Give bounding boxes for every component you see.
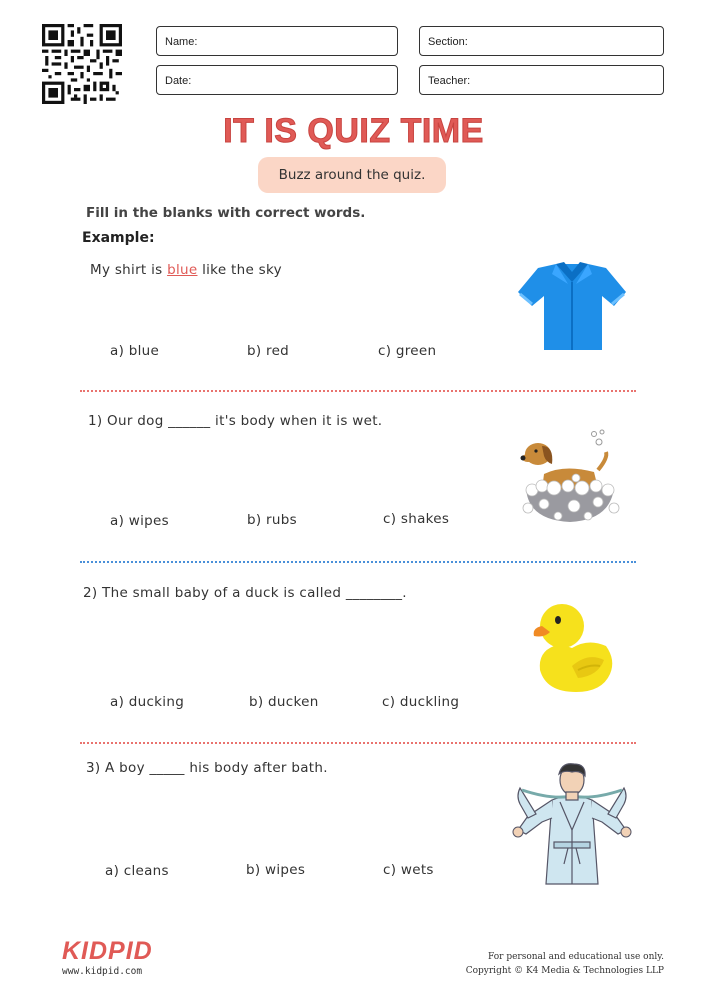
teacher-field[interactable] bbox=[419, 65, 664, 95]
name-label: Name: bbox=[165, 36, 198, 48]
boy-icon bbox=[512, 760, 632, 886]
question-1-option-c[interactable]: c) shakes bbox=[383, 511, 450, 527]
name-field[interactable] bbox=[156, 26, 398, 56]
question-1-option-a[interactable]: a) wipes bbox=[110, 513, 169, 529]
instruction-text: Fill in the blanks with correct words. bbox=[86, 205, 366, 221]
dog-icon bbox=[514, 428, 628, 528]
example-before: My shirt is bbox=[90, 262, 168, 278]
question-1-option-b[interactable]: b) rubs bbox=[247, 512, 297, 528]
subtitle-badge: Buzz around the quiz. bbox=[258, 157, 446, 193]
question-3-option-c[interactable]: c) wets bbox=[383, 862, 434, 878]
divider-red-1 bbox=[80, 390, 636, 392]
question-3-option-b[interactable]: b) wipes bbox=[246, 862, 306, 878]
teacher-label: Teacher: bbox=[428, 75, 471, 87]
qr-code bbox=[42, 24, 122, 104]
example-answer: blue bbox=[167, 262, 198, 278]
question-2-text: 2) The small baby of a duck is called ________. bbox=[83, 585, 407, 601]
website-text: www.kidpid.com bbox=[62, 966, 143, 977]
example-option-a[interactable]: a) blue bbox=[110, 343, 160, 359]
example-option-c[interactable]: c) green bbox=[378, 343, 437, 359]
divider-red-2 bbox=[80, 742, 636, 744]
question-3-text: 3) A boy _____ his body after bath. bbox=[86, 760, 328, 776]
kidpid-logo bbox=[62, 938, 153, 977]
example-after: like the sky bbox=[197, 262, 282, 278]
date-field[interactable] bbox=[156, 65, 398, 95]
divider-blue bbox=[80, 561, 636, 563]
example-sentence bbox=[90, 262, 282, 278]
question-2-option-c[interactable]: c) duckling bbox=[382, 694, 460, 710]
logo-text: KIDPID bbox=[62, 937, 153, 965]
section-field[interactable] bbox=[419, 26, 664, 56]
example-option-b[interactable]: b) red bbox=[247, 343, 290, 359]
date-label: Date: bbox=[165, 75, 192, 87]
usage-text: For personal and educational use only. bbox=[488, 952, 664, 962]
shirt-icon bbox=[516, 262, 628, 352]
copyright-text: Copyright © K4 Media & Technologies LLP bbox=[465, 966, 664, 976]
duck-icon bbox=[532, 600, 616, 696]
page-title: IT IS QUIZ TIME bbox=[223, 112, 484, 150]
question-1-text: 1) Our dog ______ it's body when it is wet. bbox=[88, 413, 383, 429]
section-label: Section: bbox=[428, 36, 468, 48]
example-label: Example: bbox=[82, 230, 155, 246]
question-3-option-a[interactable]: a) cleans bbox=[105, 863, 169, 879]
question-2-option-b[interactable]: b) ducken bbox=[249, 694, 319, 710]
question-2-option-a[interactable]: a) ducking bbox=[110, 694, 185, 710]
